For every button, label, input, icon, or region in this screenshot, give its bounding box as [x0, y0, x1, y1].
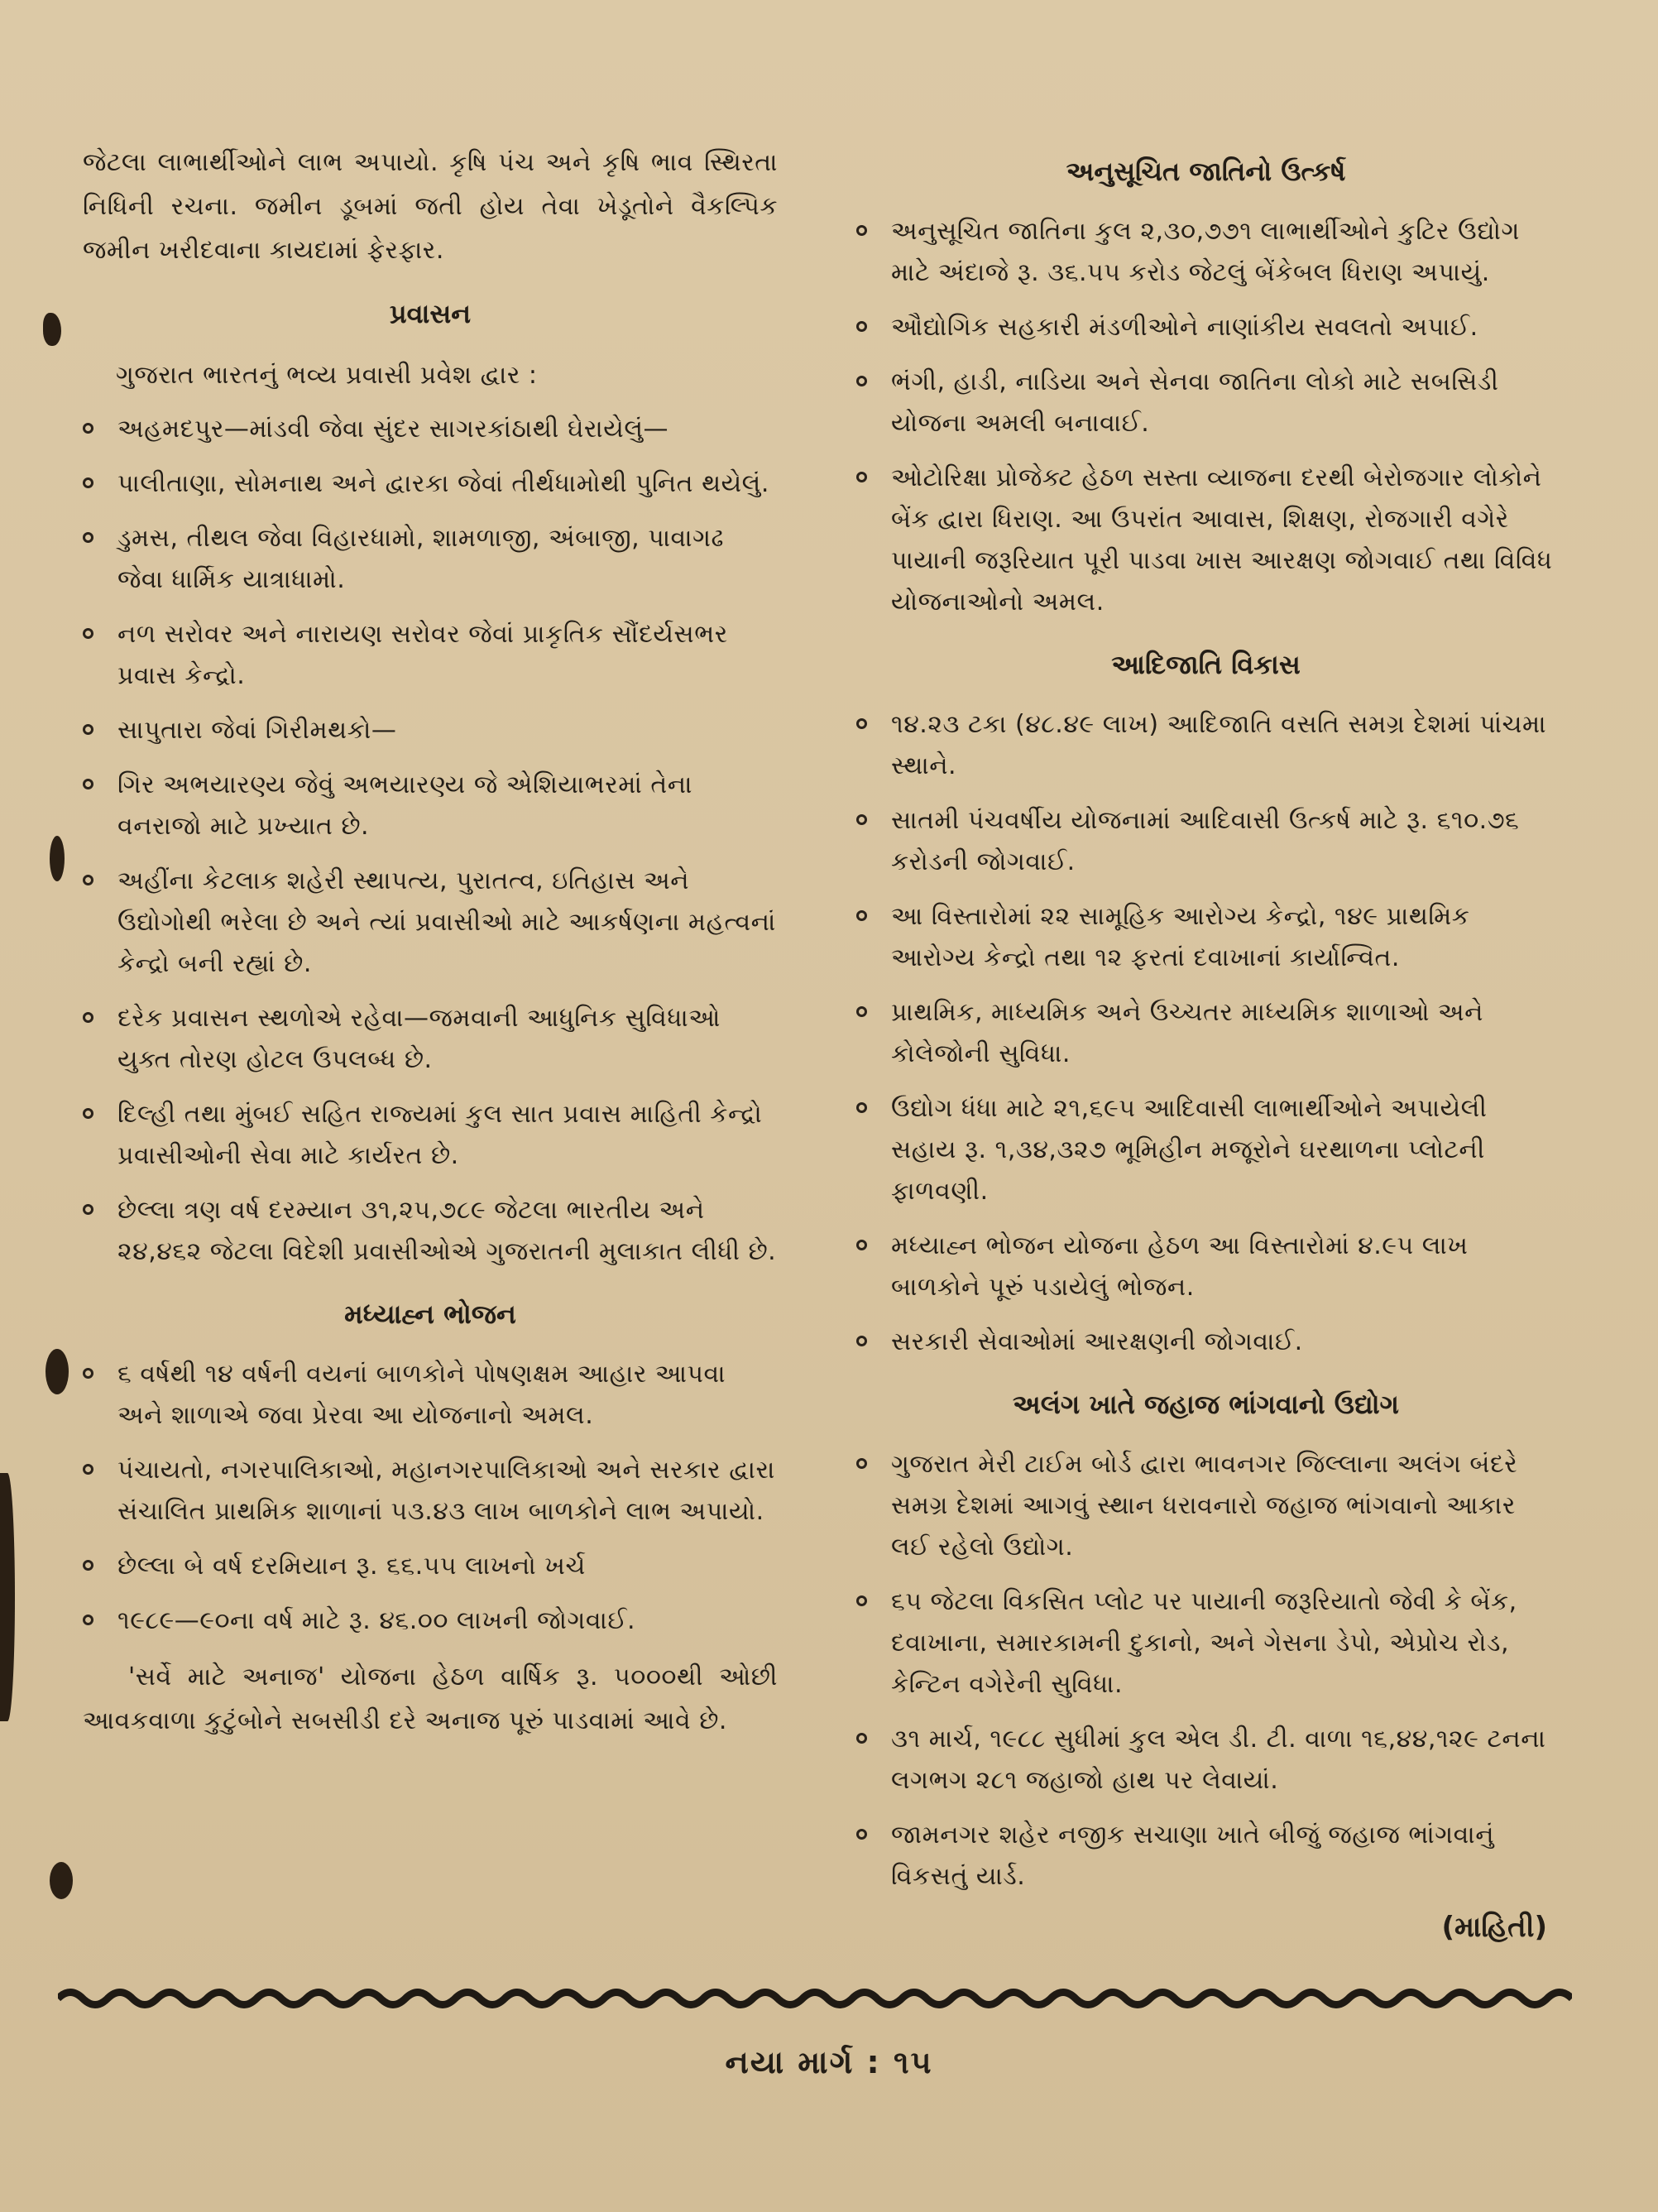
- list-item: ગુજરાત મેરી ટાઈમ બોર્ડ દ્વારા ભાવનગર જિલ્લાના અલંગ બંદરે સમગ્ર દેશમાં આગવું સ્થાન ધરાવનારો જહાજ ભાંગવાનો આકાર લઈ રહેલો ઉદ્યોગ.: [856, 1444, 1555, 1568]
- bullet-icon: [856, 376, 867, 386]
- page-stain: [50, 1862, 73, 1899]
- page-footer: નયા માર્ગ : ૧૫: [725, 2044, 933, 2080]
- list-item: ઔદ્યોગિક સહકારી મંડળીઓને નાણાંકીય સવલતો અપાઈ.: [856, 307, 1555, 348]
- tribal-development-heading: આદિજાતિ વિકાસ: [1111, 649, 1301, 680]
- intro-paragraph: જેટલા લાભાર્થીઓને લાભ અપાયો. કૃષિ પંચ અને કૃષિ ભાવ સ્થિરતા નિધિની રચના. જમીન ડૂબમાં જતી હોય તેવા ખેડૂતોને વૈકલ્પિક જમીન ખરીદવાના કાયદામાં ફેરફાર.: [83, 148, 778, 265]
- bullet-icon: [856, 1829, 867, 1840]
- list-item: સાતમી પંચવર્ષીય યોજનામાં આદિવાસી ઉત્કર્ષ માટે રૂ. ૬૧૦.૭૬ કરોડની જોગવાઈ.: [856, 800, 1555, 883]
- right-column: [856, 141, 1555, 1944]
- list-item: ૬૫ જેટલા વિકસિત પ્લોટ પર પાયાની જરૂરિયાતો જેવી કે બેંક, દવાખાના, સમારકામની દુકાનો, અને ગેસના ડેપો, એપ્રોચ રોડ, કેન્ટિન વગેરેની સુવિધા.: [856, 1581, 1555, 1706]
- list-item: નળ સરોવર અને નારાયણ સરોવર જેવાં પ્રાકૃતિક સૌંદર્યસભર પ્રવાસ કેન્દ્રો.: [83, 614, 778, 697]
- bullet-icon: [856, 718, 867, 729]
- bullet-icon: [83, 1108, 93, 1119]
- bullet-icon: [83, 477, 93, 488]
- bullet-icon: [83, 1012, 93, 1023]
- list-item: અનુસૂચિત જાતિના કુલ ૨,૩૦,૭૭૧ લાભાર્થીઓને કુટિર ઉદ્યોગ માટે અંદાજે રૂ. ૩૬.૫૫ કરોડ જેટલું બેંકેબલ ધિરાણ અપાયું.: [856, 211, 1555, 294]
- page-stain: [0, 1473, 15, 1721]
- page-stain: [46, 1349, 69, 1394]
- list-item: દરેક પ્રવાસન સ્થળોએ રહેવા—જમવાની આધુનિક સુવિધાઓ યુક્ત તોરણ હોટલ ઉપલબ્ધ છે.: [83, 998, 778, 1081]
- bullet-icon: [856, 1595, 867, 1606]
- sc-upliftment-heading: અનુસૂચિત જાતિનો ઉત્કર્ષ: [1066, 156, 1346, 187]
- list-item: ઉદ્યોગ ધંધા માટે ૨૧,૬૯૫ આદિવાસી લાભાર્થીઓને અપાયેલી સહાય રૂ. ૧,૩૪,૩૨૭ ભૂમિહીન મજૂરોને ઘરથાળના પ્લોટની ફાળવણી.: [856, 1088, 1555, 1212]
- list-item: ૧૯૮૯—૯૦ના વર્ષ માટે રૂ. ૪૬.૦૦ લાખની જોગવાઈ.: [83, 1600, 778, 1642]
- bullet-icon: [83, 1560, 93, 1571]
- list-item: અહમદપુર—માંડવી જેવા સુંદર સાગરકાંઠાથી ઘેરાયેલું—: [83, 409, 778, 450]
- source-credit: (માહિતી): [1441, 1911, 1547, 1944]
- alang-shipbreaking-heading: અલંગ ખાતે જહાજ ભાંગવાનો ઉદ્યોગ: [1012, 1389, 1400, 1420]
- list-item: પ્રાથમિક, માધ્યમિક અને ઉચ્ચતર માધ્યમિક શાળાઓ અને કોલેજોની સુવિધા.: [856, 992, 1555, 1075]
- sc-list: [856, 211, 1555, 623]
- bullet-icon: [856, 1733, 867, 1744]
- bullet-icon: [856, 472, 867, 482]
- bullet-icon: [856, 1336, 867, 1346]
- bullet-icon: [83, 423, 93, 434]
- tourism-heading: પ્રવાસન: [389, 298, 472, 329]
- list-item: છેલ્લા બે વર્ષ દરમિયાન રૂ. ૬૬.૫૫ લાખનો ખર્ચ: [83, 1546, 778, 1587]
- bullet-icon: [83, 532, 93, 543]
- bullet-icon: [856, 910, 867, 921]
- tourism-list: [83, 409, 778, 1273]
- tourism-lead: ગુજરાત ભારતનું ભવ્ય પ્રવાસી પ્રવેશ દ્વાર :: [116, 361, 538, 390]
- list-item: ભંગી, હાડી, નાડિયા અને સેનવા જાતિના લોકો માટે સબસિડી યોજના અમલી બનાવાઈ.: [856, 362, 1555, 444]
- list-item: ઓટોરિક્ષા પ્રોજેક્ટ હેઠળ સસ્તા વ્યાજના દરથી બેરોજગાર લોકોને બેંક દ્વારા ધિરાણ. આ ઉપરાંત આવાસ, શિક્ષણ, રોજગારી વગેરે પાયાની જરૂરિયાત પૂરી પાડવા ખાસ આરક્ષણ જોગવાઈ તથા વિવિધ યોજનાઓનો અમલ.: [856, 458, 1555, 623]
- list-item: ગિર અભયારણ્ય જેવું અભયારણ્ય જે એશિયાભરમાં તેના વનરાજો માટે પ્રખ્યાત છે.: [83, 765, 778, 847]
- list-item: ડુમસ, તીથલ જેવા વિહારધામો, શામળાજી, અંબાજી, પાવાગઢ જેવા ધાર્મિક યાત્રાધામો.: [83, 518, 778, 601]
- bullet-icon: [83, 1615, 93, 1625]
- page-stain: [43, 313, 61, 346]
- bullet-icon: [83, 875, 93, 885]
- list-item: ૬ વર્ષથી ૧૪ વર્ષની વયનાં બાળકોને પોષણક્ષમ આહાર આપવા અને શાળાએ જવા પ્રેરવા આ યોજનાનો અમલ.: [83, 1354, 778, 1437]
- list-item: સરકારી સેવાઓમાં આરક્ષણની જોગવાઈ.: [856, 1322, 1555, 1363]
- bullet-icon: [856, 321, 867, 332]
- bullet-icon: [856, 1102, 867, 1113]
- list-item: પાલીતાણા, સોમનાથ અને દ્વારકા જેવાં તીર્થધામોથી પુનિત થયેલું.: [83, 463, 778, 505]
- wavy-divider-line: [58, 1993, 1572, 2005]
- bullet-icon: [856, 225, 867, 236]
- left-column: [83, 141, 778, 1754]
- bullet-icon: [83, 1368, 93, 1379]
- list-item: ૧૪.૨૩ ટકા (૪૮.૪૯ લાખ) આદિજાતિ વસતિ સમગ્ર દેશમાં પાંચમા સ્થાને.: [856, 704, 1555, 787]
- list-item: સાપુતારા જેવાં ગિરીમથકો—: [83, 710, 778, 751]
- food-for-all-paragraph: 'સર્વે માટે અનાજ' યોજના હેઠળ વાર્ષિક રૂ. ૫૦૦૦થી ઓછી આવકવાળા કુટુંબોને સબસીડી દરે અનાજ પૂરું પાડવામાં આવે છે.: [83, 1663, 778, 1735]
- list-item: ૩૧ માર્ચ, ૧૯૮૮ સુધીમાં કુલ એલ ડી. ટી. વાળા ૧૬,૪૪,૧૨૯ ટનના લગભગ ૨૮૧ જહાજો હાથ પર લેવાયાં.: [856, 1719, 1555, 1802]
- list-item: જામનગર શહેર નજીક સચાણા ખાતે બીજું જહાજ ભાંગવાનું વિકસતું યાર્ડ.: [856, 1815, 1555, 1898]
- bullet-icon: [856, 814, 867, 825]
- wavy-divider: [58, 1982, 1572, 2015]
- list-item: છેલ્લા ત્રણ વર્ષ દરમ્યાન ૩૧,૨૫,૭૮૯ જેટલા ભારતીય અને ૨૪,૪૬૨ જેટલા વિદેશી પ્રવાસીઓએ ગુજરાતની મુલાકાત લીધી છે.: [83, 1190, 778, 1273]
- list-item: દિલ્હી તથા મુંબઈ સહિત રાજ્યમાં કુલ સાત પ્રવાસ માહિતી કેન્દ્રો પ્રવાસીઓની સેવા માટે કાર્યરત છે.: [83, 1094, 778, 1177]
- bullet-icon: [83, 1204, 93, 1215]
- bullet-icon: [83, 779, 93, 789]
- bullet-icon: [83, 1464, 93, 1475]
- list-item: મધ્યાહ્ન ભોજન યોજના હેઠળ આ વિસ્તારોમાં ૪.૯૫ લાખ બાળકોને પૂરું પડાયેલું ભોજન.: [856, 1226, 1555, 1308]
- list-item: પંચાયતો, નગરપાલિકાઓ, મહાનગરપાલિકાઓ અને સરકાર દ્વારા સંચાલિત પ્રાથમિક શાળાનાં ૫૩.૪૩ લાખ બાળકોને લાભ અપાયો.: [83, 1450, 778, 1533]
- bullet-icon: [856, 1006, 867, 1017]
- midday-meal-list: [83, 1354, 778, 1642]
- list-item: અહીંના કેટલાક શહેરી સ્થાપત્ય, પુરાતત્વ, ઇતિહાસ અને ઉદ્યોગોથી ભરેલા છે અને ત્યાં પ્રવાસીઓ માટે આકર્ષણના મહત્વનાં કેન્દ્રો બની રહ્યાં છે.: [83, 861, 778, 985]
- page-stain: [50, 836, 65, 881]
- bullet-icon: [83, 724, 93, 735]
- bullet-icon: [856, 1240, 867, 1250]
- list-item: આ વિસ્તારોમાં ૨૨ સામૂહિક આરોગ્ય કેન્દ્રો, ૧૪૯ પ્રાથમિક આરોગ્ય કેન્દ્રો તથા ૧૨ ફરતાં દવાખાનાં કાર્યાન્વિત.: [856, 896, 1555, 979]
- bullet-icon: [83, 628, 93, 639]
- bullet-icon: [856, 1458, 867, 1469]
- tribal-list: [856, 704, 1555, 1363]
- midday-meal-heading: મધ્યાહ્ન ભોજન: [344, 1298, 516, 1330]
- alang-list: [856, 1444, 1555, 1898]
